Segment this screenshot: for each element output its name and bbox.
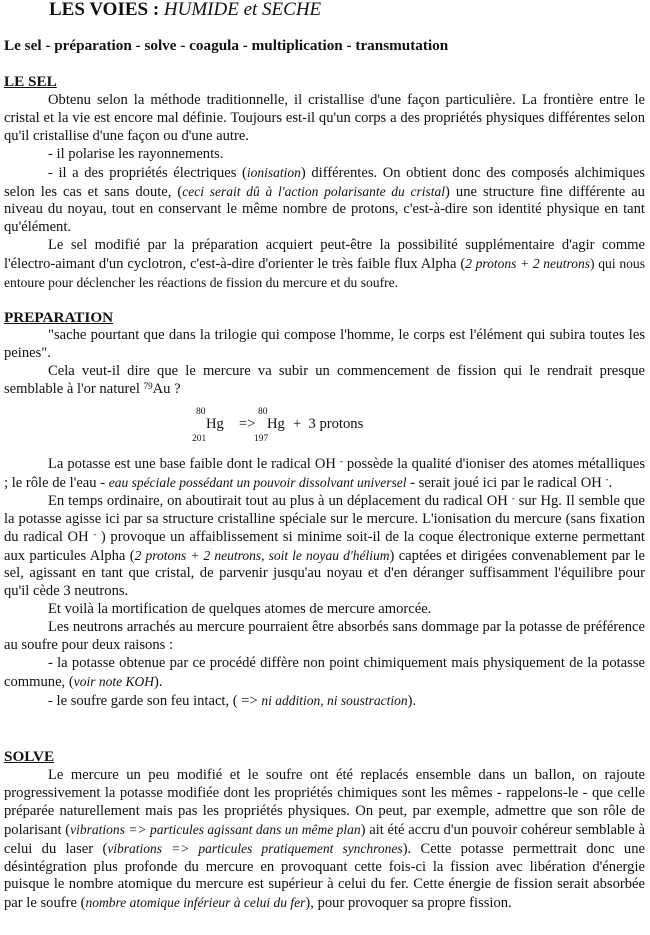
section-heading-sel: LE SEL <box>4 73 57 90</box>
text: ), pour provoquer sa propre fission. <box>305 895 512 912</box>
text: En temps ordinaire, on aboutirait tout au plus à un déplacement du radical OH <box>48 492 512 509</box>
paragraph <box>4 363 645 399</box>
title-italic: HUMIDE et SECHE <box>163 0 322 20</box>
eq-element-1: Hg <box>206 416 224 432</box>
text: ). <box>407 692 417 709</box>
text: ) captées et dirigées convenablement par le sel, agissant en tant que cristal, de parvenir jusqu'au noyau et d'en déranger suffisamment l'équilibre pour qu'il cède 3 neutrons. <box>4 547 646 600</box>
italic-text: ceci serait dû à l'action polarisante du cristal <box>182 183 446 199</box>
section-preparation-intro <box>4 327 645 399</box>
text: - serait joué ici par le radical OH <box>406 474 606 491</box>
section-sel-body <box>4 92 645 293</box>
text: Au ? <box>152 380 181 397</box>
title-main: LES VOIES : <box>49 0 160 20</box>
section-preparation-body <box>4 456 645 711</box>
text: Le mercure un peu modifié et le soufre ont été replacés ensemble dans un ballon, on rajoute progressivement la potasse modifiée dont les propriétés chimiques sont les mêmes - rappelons-le - que celle préparée naturellement mais pas les propriétés physiques. On peut, par exemple, admettre que son rôle de polarisant ( <box>4 767 645 838</box>
superscript-minus: - <box>605 473 609 484</box>
text: - la potasse obtenue par ce procédé diffère non point chimiquement mais physiquement de la potasse commune, ( <box>4 654 645 690</box>
text: ). Cette potasse permettrait donc une désintégration plus profonde du mercure en provoquant cette fois-ci la fission avec libération d'énergie puisque le nombre atomique du mercure est supérieur à celui du fer. Cette énergie de fission serait absorbée par le soufre ( <box>4 840 645 912</box>
text: ) ait été accru d'un pouvoir cohéreur semblable à celui du laser ( <box>4 821 645 857</box>
paragraph: Les neutrons arrachés au mercure pourraient être absorbés sans dommage par la potasse de préférence au soufre pour deux raisons : <box>4 619 645 654</box>
italic-text: ionisation <box>246 164 301 180</box>
text: sur Hg. Il semble que la potasse agisse ici par sa structure cristalline spéciale sur le mercure. L'ionisation du mercure (sans fixation du radical OH <box>4 492 645 545</box>
eq-atomic-number-1: 80 <box>196 407 206 417</box>
italic-text: vibrations => particules agissant dans un même plan <box>70 821 361 837</box>
section-solve-body <box>4 767 645 913</box>
eq-mass-number-1: 201 <box>192 434 207 444</box>
text: ) différentes. On obtient donc des composés alchimiques selon les cas et sans doute, ( <box>4 164 645 200</box>
paragraph: Et voilà la mortification de quelques atomes de mercure amorcée. <box>48 601 432 618</box>
eq-products: + 3 protons <box>293 416 364 432</box>
document-subtitle: Le sel - préparation - solve - coagula - multiplication - transmutation <box>4 37 449 54</box>
text: ) provoque un affaiblissement si minime soit-il de la coque électronique externe permettant aux particules Alpha ( <box>4 528 645 564</box>
paragraph <box>4 767 645 913</box>
document-title <box>49 1 321 19</box>
paragraph <box>4 456 645 493</box>
paragraph: Obtenu selon la méthode traditionnelle, il cristallise d'une façon particulière. La frontière entre le cristal et la vie est encore mal définie. Toujours est-il qu'un corps a des propriétés physiques différentes selon qu'il cristallise d'une façon ou d'une autre. <box>4 92 645 144</box>
text: ) une structure fine différente au niveau du noyau, tout en conservant le même nombre de protons, c'est-à-dire son identité physique en tant qu'élément. <box>4 183 645 236</box>
nuclear-equation <box>192 404 392 444</box>
eq-mass-number-2: 197 <box>254 434 269 444</box>
paragraph <box>4 655 645 692</box>
section-heading-preparation: PREPARATION <box>4 309 114 326</box>
eq-arrow: => <box>239 416 256 432</box>
text: Le sel modifié par la préparation acquiert peut-être la possibilité supplémentaire d'agir comme l'électro-aimant d'un cyclotron, c'est-à-dire d'orienter le très faible flux Alpha ( <box>4 237 645 273</box>
text: Cela veut-il dire que le mercure va subir un commencement de fission qui le rendrait presque semblable à l'or naturel <box>4 362 645 397</box>
eq-element-2: Hg <box>267 416 285 432</box>
quote-paragraph: "sache pourtant que dans la trilogie qui compose l'homme, le corps est l'élément qui subira toutes les peines". <box>4 327 645 361</box>
text: ). <box>153 673 163 690</box>
superscript-minus: - <box>339 456 343 466</box>
eq-atomic-number-2: 80 <box>258 407 268 417</box>
superscript-minus: - <box>511 492 515 503</box>
text: . <box>608 474 613 491</box>
section-heading-solve: SOLVE <box>4 748 55 765</box>
text: La potasse est une base faible dont le radical OH <box>48 456 340 472</box>
italic-text: eau spéciale possédant un pouvoir dissolvant universel <box>108 474 407 490</box>
italic-text: ni addition, ni soustraction <box>261 692 408 708</box>
italic-text: voir note KOH <box>73 673 154 689</box>
italic-text: 2 protons + 2 neutrons, soit le noyau d'hélium <box>134 547 390 563</box>
italic-text: vibrations => particules pratiquement synchrones <box>107 840 403 856</box>
text: ) qui nous entoure pour déclencher les réactions de fission du mercure et du soufre. <box>4 256 645 291</box>
text: - le soufre garde son feu intact, ( => <box>48 692 262 709</box>
text: possède la qualité d'ioniser des atomes métalliques ; le rôle de l'eau - <box>4 456 645 491</box>
paragraph: - il polarise les rayonnements. <box>48 145 224 162</box>
italic-text: nombre atomique inférieur à celui du fer <box>85 895 306 911</box>
paragraph <box>4 692 645 711</box>
superscript-minus: - <box>93 528 97 539</box>
paragraph <box>4 493 645 601</box>
italic-text: 2 protons + 2 neutrons <box>465 256 591 272</box>
superscript: 79 <box>143 380 153 391</box>
text: - il a des propriétés électriques ( <box>48 164 247 181</box>
paragraph <box>4 164 645 238</box>
paragraph <box>4 237 645 293</box>
